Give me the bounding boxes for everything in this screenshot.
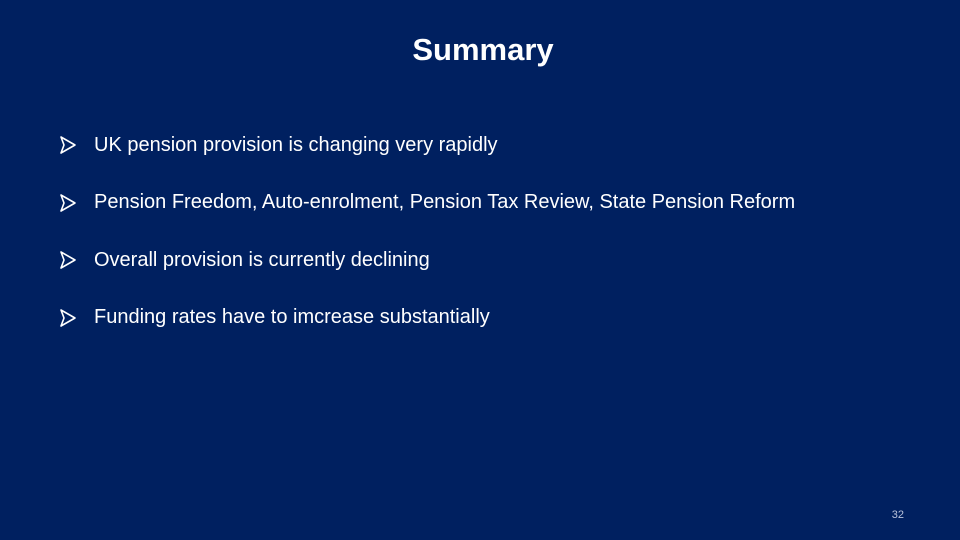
arrow-bullet-icon <box>58 135 78 155</box>
bullet-text: Funding rates have to imcrease substantially <box>94 306 490 328</box>
list-item <box>58 299 795 337</box>
arrow-bullet-icon <box>58 250 78 270</box>
slide-number: 32 <box>891 509 904 521</box>
list-item <box>58 241 795 279</box>
bullet-list <box>58 126 795 337</box>
arrow-bullet-icon <box>58 193 78 213</box>
bullet-text: Pension Freedom, Auto-enrolment, Pension Tax Review, State Pension Reform <box>94 191 796 213</box>
list-item <box>58 184 795 222</box>
list-item <box>58 126 795 164</box>
bullet-text: Overall provision is currently declining <box>94 248 430 271</box>
arrow-bullet-icon <box>58 308 78 328</box>
slide-title: Summary <box>412 32 554 67</box>
bullet-text: UK pension provision is changing very rapidly <box>94 133 498 156</box>
